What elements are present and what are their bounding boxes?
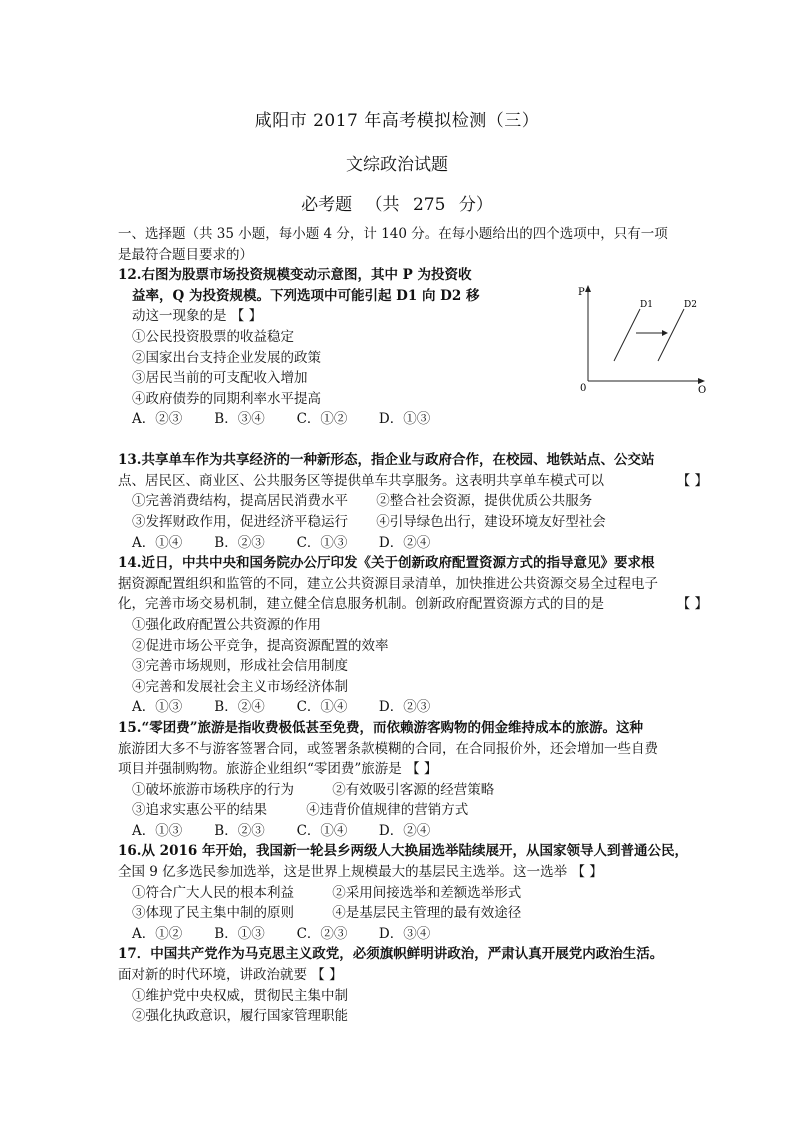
q12-item-2: ②国家出台支持企业发展的政策 [132,349,321,366]
question-14 [118,553,708,718]
instructions-line-1: 一、选择题（共 35 小题，每小题 4 分，计 140 分。在每小题给出的四个选项中，只有一项 [118,226,668,242]
q14-options [118,697,708,718]
q16-item-2: ②采用间接选举和差额选举形式 [332,884,522,901]
q15-items-row-1 [118,780,708,801]
q16-item-4: ④是基层民主管理的最有效途径 [332,905,522,922]
p-label: P [578,287,585,299]
q14-item-2: ②促进市场公平竞争，提高资源配置的效率 [132,637,389,654]
q13-stem-2-row [118,471,708,492]
question-list [118,224,708,1027]
q13-item-2: ②整合社会资源，提供优质公共服务 [376,493,593,510]
q14-item-3: ③完善市场规则，形成社会信用制度 [132,658,348,675]
d1-label: D1 [640,300,653,311]
q16-option-c[interactable]: C．②③ [296,925,348,942]
q16-items-row-2 [118,903,708,924]
q14-stem-3: 化，完善市场交易机制，建立健全信息服务机制。创新政府配置资源方式的目的是 [118,596,604,613]
q13-bracket: 【 】 [676,472,708,489]
d2-label: D2 [684,300,697,311]
shift-arrow-head [662,330,668,336]
instructions-line-2: 是最符合题目要求的） [118,246,253,263]
q13-option-a[interactable]: A．①④ [132,534,183,551]
question-13 [118,450,708,553]
q15-option-b[interactable]: B．②③ [214,822,265,839]
question-17 [118,944,708,1026]
q14-item-4: ④完善和发展社会主义市场经济体制 [132,678,348,695]
q16-items-row-1 [118,883,708,904]
q15-item-1: ①破坏旅游市场秩序的行为 [132,781,294,798]
q13-option-c[interactable]: C．①③ [296,534,348,551]
q12-stem-3: 动这一现象的是 【 】 [132,308,263,325]
q14-option-c[interactable]: C．①④ [296,699,348,716]
section-heading: 必考题 （共 275 分） [301,195,493,215]
q14-option-d[interactable]: D．②③ [378,699,431,716]
q14-stem-3-row [118,594,708,615]
q15-stem-3: 项目并强制购物。旅游企业组织“零团费”旅游是 【 】 [118,761,438,778]
q12-option-a[interactable]: A．②③ [132,411,183,428]
question-15 [118,718,708,842]
q12-stem-1: 12.右图为股票市场投资规模变动示意图，其中 P 为投资收 [118,267,472,284]
q14-stem-2: 据资源配置组织和监管的不同，建立公共资源目录清单，加快推进公共资源交易全过程电子 [118,575,658,592]
q14-option-b[interactable]: B．②④ [214,699,265,716]
supply-demand-graph [578,283,708,393]
q13-item-1: ①完善消费结构，提高居民消费水平 [132,493,348,510]
origin-label: 0 [580,383,587,394]
q12-option-b[interactable]: B．③④ [214,411,265,428]
q13-stem-2: 点、居民区、商业区、公共服务区等提供单车共享服务。这表明共享单车模式可以 [118,472,604,489]
q16-option-d[interactable]: D．③④ [378,925,431,942]
q14-item-1: ①强化政府配置公共资源的作用 [132,616,321,633]
q12-options [118,409,708,430]
q17-item-2: ②强化执政意识，履行国家管理职能 [132,1008,348,1025]
q15-item-4: ④违背价值规律的营销方式 [306,802,469,819]
q15-stem-1: 15.“零团费”旅游是指收费极低甚至免费，而依赖游客购物的佣金维持成本的旅游。这种 [118,719,644,736]
q13-stem-1: 13.共享单车作为共享经济的一种新形态，指企业与政府合作，在校园、地铁站点、公交站 [118,452,655,469]
q16-stem-2: 全国 9 亿多选民参加选举，这是世界上规模最大的基层民主选举。这一选举 【 】 [118,864,603,881]
q12-option-c[interactable]: C．①② [296,411,348,428]
q12-item-3: ③居民当前的可支配收入增加 [132,370,308,387]
q17-stem-2: 面对新的时代环境，讲政治就要 【 】 [118,967,343,984]
q14-stem-1: 14.近日，中共中央和国务院办公厅印发《关于创新政府配置资源方式的指导意见》要求根 [118,555,655,572]
question-16 [118,841,708,944]
p-axis-arrow [585,285,591,292]
q-axis-arrow [698,378,705,384]
q16-stem-1: 16.从 2016 年开始，我国新一轮县乡两级人大换届选举陆续展开，从国家领导人到普通公民， [118,843,688,860]
q13-items-row-1 [118,491,708,512]
curve-d2 [658,309,684,361]
q16-item-3: ③体现了民主集中制的原则 [132,905,294,922]
q16-option-b[interactable]: B．①③ [214,925,265,942]
q15-option-a[interactable]: A．①③ [132,822,183,839]
q15-stem-2: 旅游团大多不与游客签署合同，或签署条款模糊的合同，在合同报价外，还会增加一些自费 [118,740,658,757]
q17-stem-1: 17．中国共产党作为马克思主义政党，必须旗帜鲜明讲政治，严肃认真开展党内政治生活。 [118,946,664,963]
q-label: Q [698,385,707,394]
q16-item-1: ①符合广大人民的根本利益 [132,884,294,901]
q13-options [118,533,708,554]
q15-options [118,821,708,842]
q16-option-a[interactable]: A．①② [132,925,183,942]
q12-option-d[interactable]: D．①③ [378,411,431,428]
q15-items-row-2 [118,800,708,821]
q17-item-1: ①维护党中央权威，贯彻民主集中制 [132,987,348,1004]
q15-item-3: ③追求实惠公平的结果 [132,802,267,819]
q12-stem-2: 益率，Q 为投资规模。下列选项中可能引起 D1 向 D2 移 [132,287,480,304]
q15-option-c[interactable]: C．①④ [296,822,348,839]
q15-option-d[interactable]: D．②④ [378,822,431,839]
q12-item-1: ①公民投资股票的收益稳定 [132,328,294,345]
exam-title: 咸阳市 2017 年高考模拟检测（三） [254,111,540,131]
q13-items-row-2 [118,512,708,533]
q13-option-d[interactable]: D．②④ [378,534,431,551]
q16-options [118,924,708,945]
question-12 [118,265,708,450]
q13-option-b[interactable]: B．②③ [214,534,265,551]
q12-item-4: ④政府债券的同期利率水平提高 [132,390,321,407]
q15-item-2: ②有效吸引客源的经营策略 [332,781,495,798]
exam-subtitle: 文综政治试题 [346,155,448,175]
q14-bracket: 【 】 [676,596,708,613]
q13-item-4: ④引导绿色出行，建设环境友好型社会 [376,513,606,530]
q13-item-3: ③发挥财政作用，促进经济平稳运行 [132,513,348,530]
q14-option-a[interactable]: A．①③ [132,699,183,716]
curve-d1 [614,309,640,361]
